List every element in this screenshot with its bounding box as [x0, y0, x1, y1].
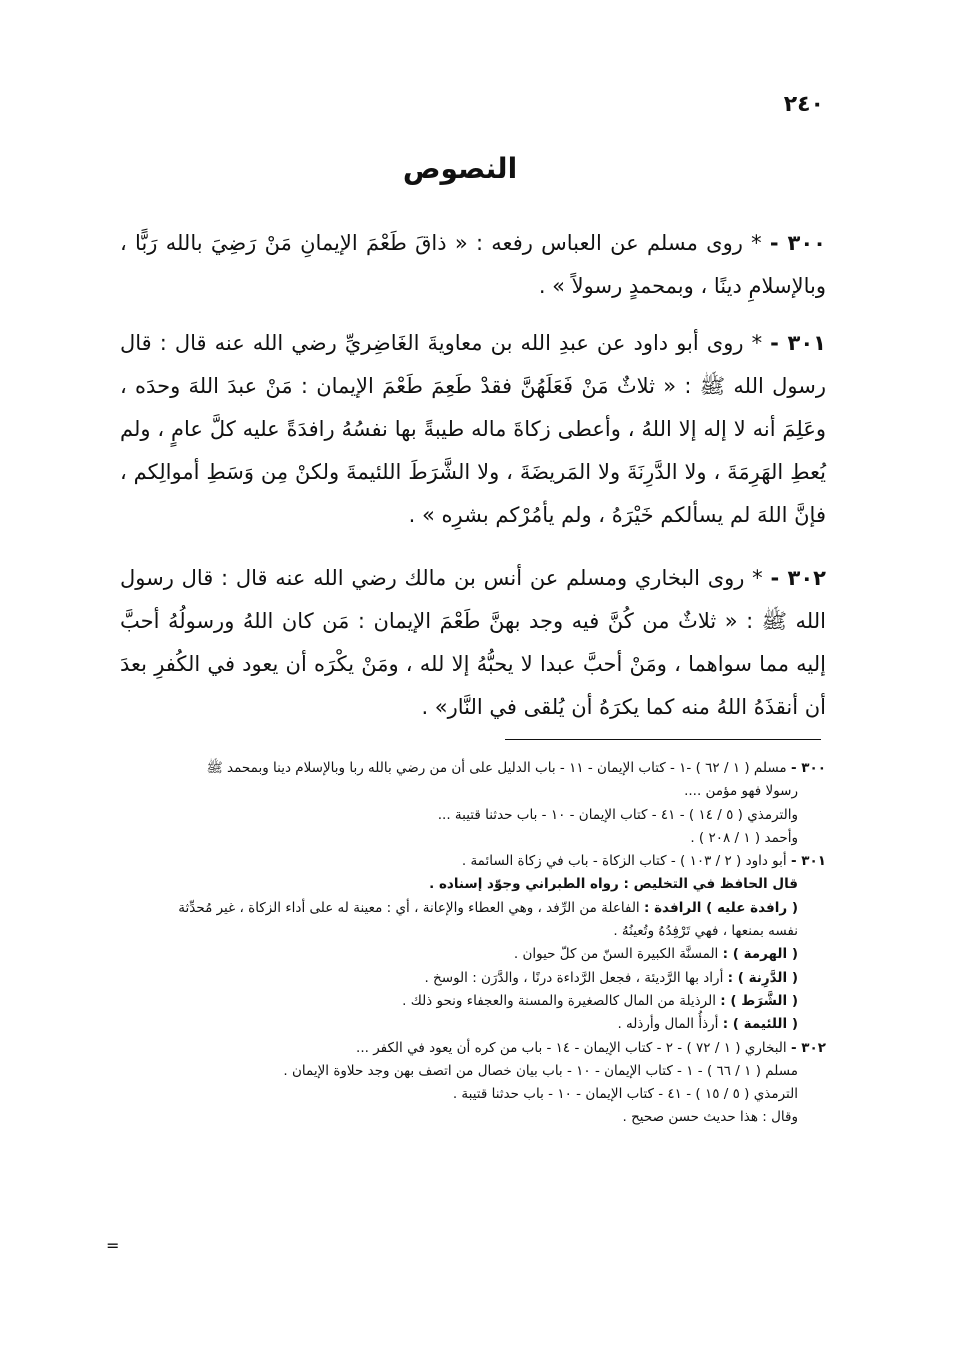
footnote-term: ( الهرمة ) :: [722, 946, 798, 963]
footnote-line: ( الهرمة ) : المسنَّة الكبيرة السنّ من كلّ حيوان .: [513, 946, 798, 963]
footnote-line: رسولا فهو مؤمن ....: [684, 783, 798, 800]
hadith-text: * روى مسلم عن العباس رفعه : « ذاقَ طَعْمَ الإيمانِ مَنْ رَضِيَ بالله رَبًّا ، وبالإسلامِ دينًا ، وبمحمدٍ رسولاً » .: [120, 231, 826, 298]
footnote-line: مسلم ( ١ / ٦٦ ) - ١ - كتاب الإيمان - ١٠ - باب بيان خصال من اتصف بهن وجد حلاوة الإيمان .: [283, 1062, 798, 1079]
hadith-302: [120, 557, 826, 729]
footnote-line: ٣٠٠ - مسلم ( ١ / ٦٢ ) -١ - كتاب الإيمان - ١١ - باب الدليل على أن من رضي بالله ربا وبالإسلام دينا وبمحمد ﷺ: [206, 760, 826, 776]
footnote-line: الترمذي ( ٥ / ١٥ ) - ٤١ - كتاب الإيمان - ١٠ - باب حدثنا قتيبة .: [452, 1086, 798, 1103]
footnote-line: ٣٠١ - أبو داود ( ٢ / ١٠٣ ) - كتاب الزكاة - باب في زكاة السائمة .: [461, 853, 826, 870]
hadith-number: ٣٠٠ -: [769, 231, 826, 255]
footnotes: [114, 757, 826, 1130]
hadith-number: ٣٠٢ -: [770, 566, 826, 590]
section-title: النصوص: [402, 152, 518, 185]
end-mark: =: [106, 1236, 120, 1255]
footnote-line: قال الحافظ في التخليص : رواه الطبراني وجوّد إسناده .: [429, 876, 798, 893]
footnote-number: ٣٠٢ -: [790, 1039, 826, 1056]
hadith-text: * روى أبو داود عن عبدِ الله بن معاويةَ الغَاضِريِّ رضي الله عنه قال : قال رسول الله ﷺ : « ثلاثٌ مَنْ فَعَلَهُنَّ فقدْ طَعِمَ طَعْمَ الإيمان : مَنْ عبدَ اللهَ وحدَه ، وعَلِمَ أنه لا إله إلا اللهُ ، وأعطى زكاةَ ماله طيبةً بها نفسُهُ رافدَةً عليه كلَّ عامٍ ، ولم يُعطِ الهَرِمَةَ ، ولا الدَّرِنَةَ ولا المَريضَةَ ، ولا الشَّرَطَ اللئيمةَ ولكنْ مِن وَسَطِ أموالِكم ، فإنَّ اللهَ لم يسألكم خَيْرَهُ ، ولم يأمُرْكم بشرِه » .: [120, 331, 826, 527]
footnote-term: ( اللئيمة ) :: [722, 1016, 798, 1033]
footnote-term: ( الشَّرَط ) :: [720, 992, 798, 1009]
footnote-line: ٣٠٢ - البخاري ( ١ / ٧٢ ) - ٢ - كتاب الإيمان - ١٤ - باب من كره أن يعود في الكفر ...: [356, 1039, 826, 1056]
footnote-separator: [505, 739, 821, 740]
hadith-300: [120, 222, 826, 308]
hadith-number: ٣٠١ -: [770, 331, 826, 355]
footnote-line: ( اللئيمة ) : أرذأُ المال وأرذله .: [617, 1016, 798, 1033]
hadith-text: * روى البخاري ومسلم عن أنس بن مالك رضي الله عنه قال : قال رسول الله ﷺ : « ثلاثٌ من كُنَّ فيه وجد بهنَّ طَعْمَ الإيمان : مَن كان اللهُ ورسولُهُ أحبَّ إليه مما سواهما ، ومَنْ أحبَّ عبدا لا يحبُّهُ إلا لله ، ومَنْ يكْرَه أن يعود في الكُفرِ بعدَ أن أنقذَهُ اللهُ منه كما يكرَهُ أن يُلقى في النَّار» .: [120, 566, 826, 719]
footnote-term: ( الدَّرِنة ) :: [727, 969, 798, 986]
footnote-term: ( رافدة عليه ) الرافدة :: [643, 899, 798, 916]
footnote-line: وقال : هذا حديث حسن صحيح .: [622, 1109, 798, 1126]
footnote-line: ( الشَّرَط ) : الرذيلة من المال كالصغيرة والمسنة والعجفاء ونحو ذلك .: [402, 992, 798, 1009]
footnote-number: ٣٠١ -: [790, 853, 826, 870]
footnote-line: ( رافدة عليه ) الرافدة : الفاعلة من الرِّفد ، وهي العطاء والإعانة ، أي : معينة له على أداء الزكاة ، غير مُحدِّثة: [178, 899, 798, 916]
footnote-line: نفسه بمنعها ، فهي تَرْفِدُهُ وتُعينُهُ .: [613, 923, 798, 940]
footnote-line: ( الدَّرِنة ) : أراد بها الرَّديئة ، فجعل الرَّداءة درنًا ، والدَّرَن : الوسخ .: [424, 969, 798, 986]
footnote-line: وأحمد ( ١ / ٢٠٨ ) .: [690, 829, 798, 846]
footnote-line: والترمذي ( ٥ / ١٤ ) - ٤١ - كتاب الإيمان - ١٠ - باب حدثنا قتيبة ...: [437, 806, 798, 823]
hadith-301: [120, 322, 826, 537]
footnote-number: ٣٠٠ -: [790, 760, 826, 776]
page-number: ٢٤٠: [783, 92, 824, 117]
